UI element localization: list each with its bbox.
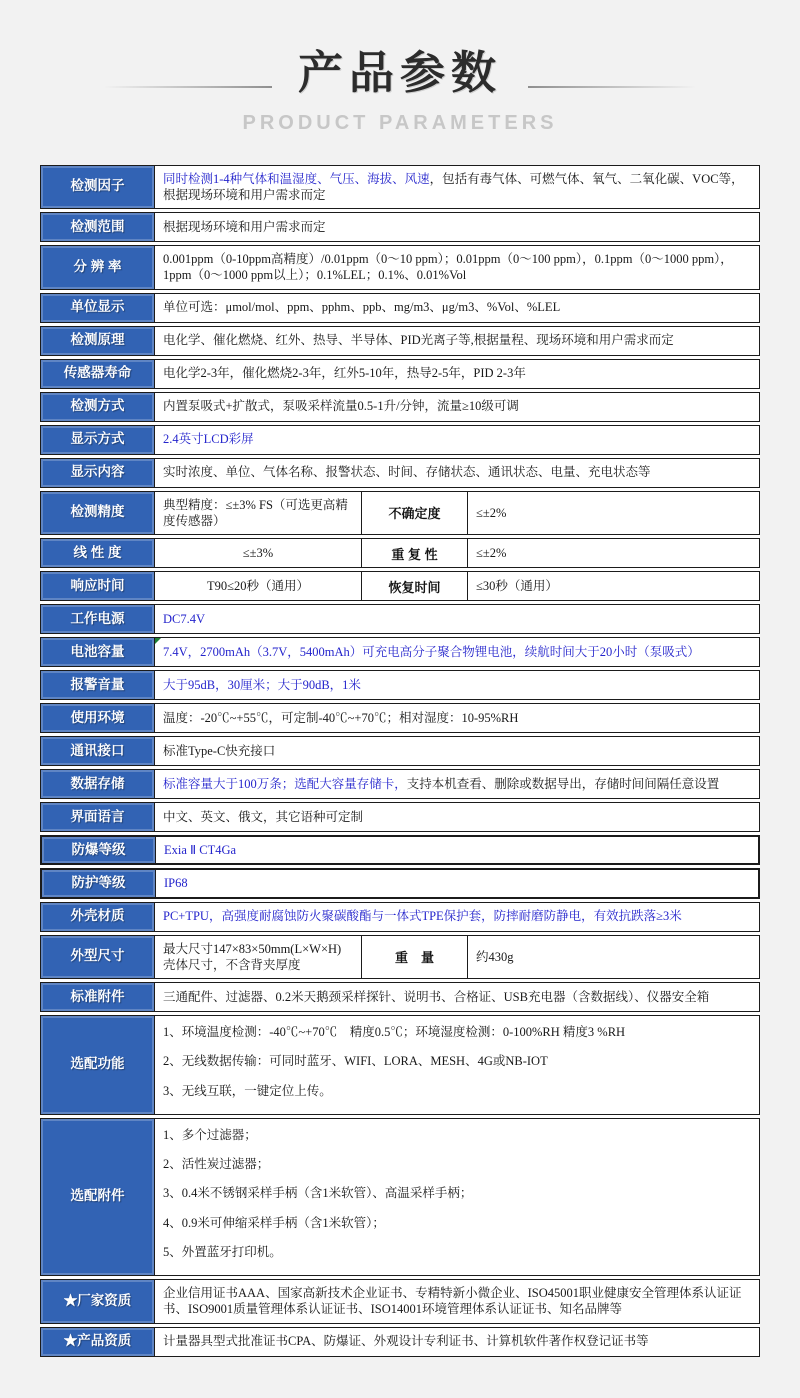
row-value [155,770,759,798]
list-item: 2、活性炭过滤器； [163,1157,270,1171]
row-label: 选配附件 [41,1119,155,1275]
table-row [40,392,760,422]
table-row [40,703,760,733]
row-value-text [163,251,751,284]
row-value [468,492,759,535]
row-value [155,393,759,421]
row-value [155,492,362,535]
table-row [40,736,760,766]
row-value-text [476,949,514,965]
row-label: ★厂家资质 [41,1280,155,1323]
table-row [40,604,760,634]
value-segment: 同时检测1-4种气体和温湿度、气压、海拔、风速 [163,171,430,186]
row-label: 检测原理 [41,327,155,355]
row-value [155,903,759,931]
value-segment: 支持本机查看、删除或数据导出，存储时间间隔任意设置 [406,776,720,791]
value-segment: IP68 [164,876,188,891]
row-sublabel: 恢复时间 [362,572,468,600]
row-label: 数据存储 [41,770,155,798]
list-item: 3、无线互联，一键定位上传。 [163,1083,332,1098]
row-value-text [476,505,506,521]
table-row [40,1327,760,1357]
row-value [155,1280,759,1323]
row-sublabel: 不确定度 [362,492,468,535]
row-sublabel: 重 量 [362,936,468,979]
value-segment: 三通配件、过滤器、0.2米天鹅颈采样探针、说明书、合格证、USB充电器（含数据线）、仪器安全箱 [163,989,710,1004]
header-divider-left [104,86,272,88]
value-segment: 温度：-20℃~+55℃，可定制-40℃~+70℃；相对湿度：10-95%RH [163,710,519,725]
row-value-text [243,545,273,561]
value-segment: ≤±2% [476,505,507,520]
value-segment: ≤30秒（通用） [476,578,558,593]
table-row [40,868,760,898]
row-label: 防爆等级 [42,837,156,863]
row-label: 通讯接口 [41,737,155,765]
row-value [156,837,758,863]
table-row [40,802,760,832]
value-segment: 企业信用证书AAA、国家高新技术企业证书、专精特新小微企业、ISO45001职业健康安全管理体系认证证书、ISO9001质量管理体系认证证书、ISO14001环境管理体系认证证书、知名品牌等 [163,1286,742,1317]
row-value [155,327,759,355]
table-row [40,165,760,210]
row-value-text [163,710,518,726]
table-row [40,326,760,356]
row-label: ★产品资质 [41,1328,155,1356]
page-header [0,0,800,135]
value-segment: 中文、英文、俄文，其它语种可定制 [163,809,364,824]
row-label: 工作电源 [41,605,155,633]
list-item: 4、0.9米可伸缩采样手柄（含1米软管）； [163,1215,385,1230]
row-value-text [163,431,254,447]
list-item: 3、0.4米不锈钢采样手柄（含1米软管）、高温采样手柄； [163,1186,473,1201]
row-value-text [163,171,751,204]
row-value-text [163,464,651,480]
value-segment: 标准Type-C快充接口 [163,743,276,758]
row-value [468,539,759,567]
table-row [40,212,760,242]
row-value-text [163,332,674,348]
row-value-text [207,578,309,594]
row-value [155,572,362,600]
table-row [40,902,760,932]
row-label: 传感器寿命 [41,360,155,388]
value-segment: 实时浓度、单位、气体名称、报警状态、时间、存储状态、通讯状态、电量、充电状态等 [163,465,651,480]
row-value-text [163,219,326,235]
row-label: 外壳材质 [41,903,155,931]
value-segment: ≤±2% [476,545,507,560]
row-value-text [163,1285,751,1318]
value-segment: 壳体尺寸，不含背夹厚度 [163,957,301,972]
row-value-text [164,875,188,891]
row-label: 防护等级 [42,870,156,896]
value-segment: Exia Ⅱ CT4Ga [164,843,237,857]
row-value [155,704,759,732]
row-label: 单位显示 [41,294,155,322]
table-row [40,571,760,601]
row-label: 检测方式 [41,393,155,421]
table-row [40,425,760,455]
row-value [468,936,759,979]
value-segment: 单位可选：μmol/mol、ppm、pphm、ppb、mg/m3、μg/m3、%Vol、%LEL [163,300,561,315]
cell-comment-marker [155,638,161,644]
row-value [155,638,759,666]
value-segment: T90≤20秒（通用） [207,578,309,593]
value-segment: 约430g [476,949,514,964]
value-segment: 最大尺寸147×83×50mm(L×W×H) [163,941,342,956]
row-value [155,213,759,241]
value-segment: 典型精度：≤±3% FS（可选更高精度传感器） [163,497,348,528]
row-value [155,166,759,209]
row-value-text [476,545,506,561]
row-value-text [163,398,519,414]
table-row [40,245,760,290]
list-item: 1、多个过滤器； [163,1127,257,1142]
row-value-text [163,809,363,825]
value-segment: 计量器具型式批准证书CPA、防爆证、外观设计专利证书、计算机软件著作权登记证书等 [163,1334,649,1349]
row-value-text [163,743,275,759]
row-label: 电池容量 [41,638,155,666]
table-row [40,1118,760,1276]
row-label: 显示方式 [41,426,155,454]
row-label: 检测范围 [41,213,155,241]
row-label: 标准附件 [41,983,155,1011]
row-value [155,459,759,487]
row-value [468,572,759,600]
row-label: 检测精度 [41,492,155,535]
table-row [40,670,760,700]
row-value [155,936,362,979]
row-value [155,803,759,831]
value-segment: 电化学、催化燃烧、红外、热导、半导体、PID光离子等,根据量程、现场环境和用户需求而定 [163,333,674,348]
table-row [40,982,760,1012]
row-value [155,1328,759,1356]
row-value-text [476,578,558,594]
row-label: 检测因子 [41,166,155,209]
table-row [40,935,760,980]
value-segment: PC+TPU，高强度耐腐蚀防火聚碳酸酯与一体式TPE保护套，防摔耐磨防静电，有效抗跌落≥3米 [163,909,682,924]
table-row [40,491,760,536]
header-divider-right [528,86,696,88]
row-value [155,605,759,633]
table-row [40,835,760,865]
row-value-text [163,989,709,1005]
row-value-list [155,1016,759,1114]
value-segment: 2.4英寸LCD彩屏 [163,432,254,447]
row-value-text [163,299,560,315]
value-segment: DC7.4V [163,611,206,626]
value-segment: 内置泵吸式+扩散式，泵吸采样流量0.5-1升/分钟，流量≥10级可调 [163,399,519,414]
table-row [40,769,760,799]
list-item: 2、无线数据传输：可同时蓝牙、WIFI、LORA、MESH、4G或NB-IOT [163,1054,548,1069]
table-row [40,637,760,667]
table-row [40,359,760,389]
row-value [155,246,759,289]
row-value-text [163,677,361,693]
value-segment: ，包括有毒气体、可燃气体、氧气、二氧化碳、VOC等，根据现场环境和用户需求而定 [163,171,744,202]
spec-table [40,165,760,1357]
row-value-text [163,776,719,792]
page-subtitle: PRODUCT PARAMETERS [242,111,558,134]
value-segment: 电化学2-3年，催化燃烧2-3年，红外5-10年，热导2-5年，PID 2-3年 [163,366,526,381]
row-value-text [163,611,205,627]
row-label: 选配功能 [41,1016,155,1114]
row-value-text [163,1333,649,1349]
table-row [40,293,760,323]
row-label: 显示内容 [41,459,155,487]
row-value [155,671,759,699]
row-value-text [163,941,341,974]
value-segment: 7.4V，2700mAh（3.7V，5400mAh）可充电高分子聚合物锂电池，续航时间大于20小时（泵吸式） [163,644,700,659]
row-label: 外型尺寸 [41,936,155,979]
table-row [40,1015,760,1115]
list-item: 1、环境温度检测：-40℃~+70℃ 精度0.5℃；环境湿度检测：0-100%RH 精度3 %RH [163,1025,626,1039]
row-value-text [164,842,236,858]
row-label: 响应时间 [41,572,155,600]
row-value [155,426,759,454]
row-value [155,539,362,567]
row-label: 报警音量 [41,671,155,699]
row-value-text [163,644,700,660]
row-value-text [163,497,353,530]
row-label: 分 辨 率 [41,246,155,289]
row-value-text [163,365,526,381]
table-row [40,538,760,568]
row-value [156,870,758,896]
value-segment: 标准容量大于100万条；选配大容量存储卡， [163,776,407,791]
page-title: 产品参数 [297,47,502,98]
row-label: 界面语言 [41,803,155,831]
row-value [155,360,759,388]
table-row [40,458,760,488]
row-sublabel: 重 复 性 [362,539,468,567]
value-segment: 0.001ppm（0-10ppm高精度）/0.01ppm（0～10 ppm）；0.01ppm（0～100 ppm），0.1ppm（0～1000 ppm），1ppm（0～1000 ppm以上）；0.1%LEL；0.1%、0.01%Vol [163,252,733,283]
row-value-list [155,1119,759,1275]
value-segment: 大于95dB，30厘米；大于90dB，1米 [163,677,361,692]
row-value [155,737,759,765]
row-value-text [163,908,682,924]
row-value [155,983,759,1011]
list-item: 5、外置蓝牙打印机。 [163,1244,282,1259]
row-label: 线 性 度 [41,539,155,567]
value-segment: ≤±3% [242,545,274,560]
row-label: 使用环境 [41,704,155,732]
table-row [40,1279,760,1324]
row-value [155,294,759,322]
value-segment: 根据现场环境和用户需求而定 [163,219,326,234]
